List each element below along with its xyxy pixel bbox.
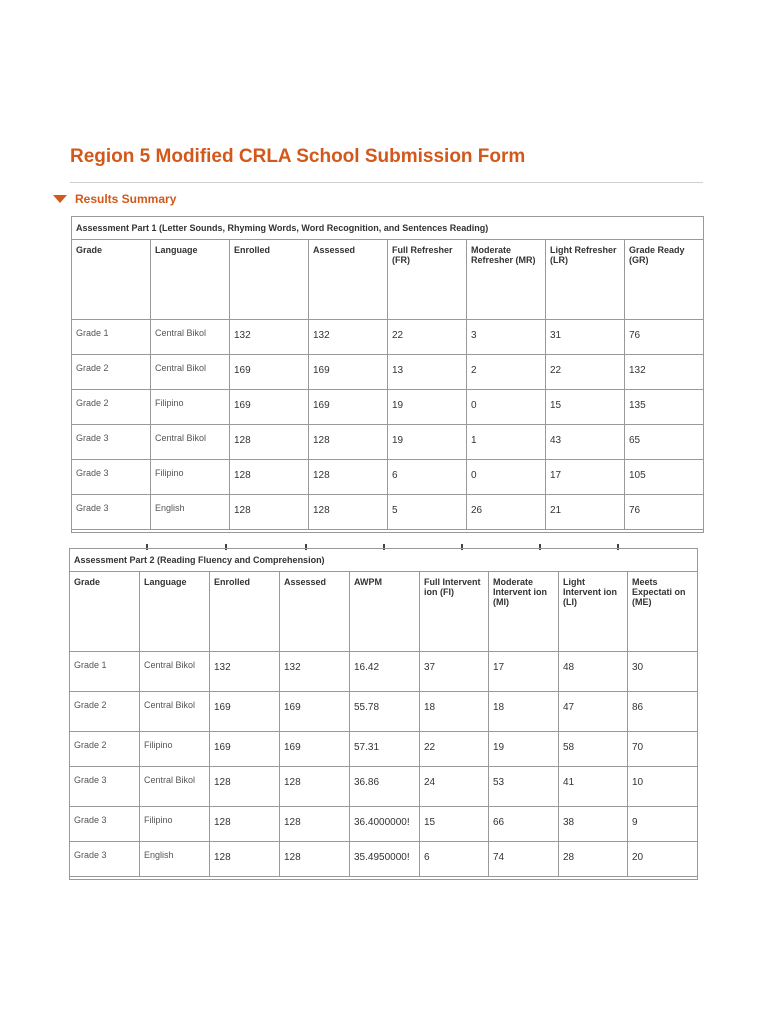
value-cell: 15 (546, 390, 625, 425)
value-cell: 132 (625, 355, 704, 390)
value-cell: 19 (489, 732, 559, 767)
grade-cell: Grade 3 (70, 767, 140, 807)
table-row (72, 320, 704, 355)
value-cell: 169 (210, 732, 280, 767)
column-header: Enrolled (230, 240, 309, 320)
value-cell: 128 (230, 495, 309, 530)
value-cell: 37 (420, 652, 489, 692)
value-cell: 6 (420, 842, 489, 877)
value-cell: 58 (559, 732, 628, 767)
value-cell: 76 (625, 495, 704, 530)
value-cell: 128 (309, 460, 388, 495)
value-cell: 0 (467, 460, 546, 495)
column-header: Assessed (280, 572, 350, 652)
table-row (72, 425, 704, 460)
value-cell: 19 (388, 425, 467, 460)
part2-header-row (70, 572, 698, 652)
table-row (70, 732, 698, 767)
value-cell: 169 (280, 692, 350, 732)
grade-cell: Grade 2 (72, 355, 151, 390)
assessment-part2-table (69, 548, 698, 880)
value-cell: 5 (388, 495, 467, 530)
value-cell: 57.31 (350, 732, 420, 767)
grade-cell: Grade 3 (70, 842, 140, 877)
value-cell: 9 (628, 807, 698, 842)
value-cell: 22 (388, 320, 467, 355)
table-row (70, 807, 698, 842)
value-cell: 31 (546, 320, 625, 355)
part2-caption: Assessment Part 2 (Reading Fluency and Comprehension) (70, 549, 698, 572)
grade-cell: Grade 2 (70, 692, 140, 732)
language-cell: Filipino (151, 460, 230, 495)
language-cell: English (151, 495, 230, 530)
value-cell: 128 (309, 425, 388, 460)
grade-cell: Grade 1 (72, 320, 151, 355)
results-summary-toggle[interactable] (53, 192, 176, 206)
column-header: Light Intervent ion (LI) (559, 572, 628, 652)
value-cell: 169 (230, 390, 309, 425)
column-header: AWPM (350, 572, 420, 652)
table-row (72, 495, 704, 530)
value-cell: 17 (546, 460, 625, 495)
value-cell: 128 (210, 767, 280, 807)
table-row (72, 390, 704, 425)
value-cell: 1 (467, 425, 546, 460)
column-header: Moderate Refresher (MR) (467, 240, 546, 320)
grade-cell: Grade 2 (72, 390, 151, 425)
value-cell: 128 (210, 807, 280, 842)
title-divider (70, 182, 703, 183)
value-cell: 30 (628, 652, 698, 692)
value-cell: 128 (309, 495, 388, 530)
value-cell: 20 (628, 842, 698, 877)
value-cell: 13 (388, 355, 467, 390)
grade-cell: Grade 3 (70, 807, 140, 842)
value-cell: 18 (420, 692, 489, 732)
column-header: Language (140, 572, 210, 652)
table-row (70, 692, 698, 732)
table-row (72, 460, 704, 495)
value-cell: 26 (467, 495, 546, 530)
value-cell: 22 (546, 355, 625, 390)
value-cell: 22 (420, 732, 489, 767)
value-cell: 21 (546, 495, 625, 530)
language-cell: Filipino (140, 807, 210, 842)
value-cell: 0 (467, 390, 546, 425)
column-header: Meets Expectati on (ME) (628, 572, 698, 652)
triangle-down-icon (53, 195, 67, 203)
grade-cell: Grade 3 (72, 460, 151, 495)
column-header: Light Refresher (LR) (546, 240, 625, 320)
value-cell: 18 (489, 692, 559, 732)
value-cell: 135 (625, 390, 704, 425)
value-cell: 19 (388, 390, 467, 425)
column-header: Full Intervent ion (FI) (420, 572, 489, 652)
value-cell: 86 (628, 692, 698, 732)
table-footer-spacer (72, 530, 704, 533)
value-cell: 41 (559, 767, 628, 807)
value-cell: 132 (210, 652, 280, 692)
column-header: Enrolled (210, 572, 280, 652)
column-header: Language (151, 240, 230, 320)
table-row (70, 842, 698, 877)
value-cell: 55.78 (350, 692, 420, 732)
value-cell: 6 (388, 460, 467, 495)
language-cell: Central Bikol (140, 652, 210, 692)
value-cell: 16.42 (350, 652, 420, 692)
value-cell: 24 (420, 767, 489, 807)
value-cell: 35.4950000! (350, 842, 420, 877)
page-title: Region 5 Modified CRLA School Submission Form (70, 146, 526, 167)
table-row (70, 652, 698, 692)
value-cell: 28 (559, 842, 628, 877)
value-cell: 2 (467, 355, 546, 390)
value-cell: 169 (210, 692, 280, 732)
value-cell: 15 (420, 807, 489, 842)
language-cell: Central Bikol (151, 355, 230, 390)
part1-body (72, 320, 704, 530)
value-cell: 169 (230, 355, 309, 390)
grade-cell: Grade 1 (70, 652, 140, 692)
language-cell: Central Bikol (140, 692, 210, 732)
value-cell: 36.4000000! (350, 807, 420, 842)
value-cell: 128 (230, 425, 309, 460)
value-cell: 38 (559, 807, 628, 842)
value-cell: 53 (489, 767, 559, 807)
assessment-part1-table (71, 216, 704, 533)
value-cell: 36.86 (350, 767, 420, 807)
value-cell: 47 (559, 692, 628, 732)
part1-header-row (72, 240, 704, 320)
value-cell: 76 (625, 320, 704, 355)
section-label: Results Summary (75, 192, 177, 206)
value-cell: 128 (280, 842, 350, 877)
value-cell: 128 (280, 767, 350, 807)
language-cell: Filipino (140, 732, 210, 767)
table-row (72, 355, 704, 390)
column-header: Full Refresher (FR) (388, 240, 467, 320)
column-header: Grade Ready (GR) (625, 240, 704, 320)
value-cell: 66 (489, 807, 559, 842)
value-cell: 169 (309, 390, 388, 425)
value-cell: 70 (628, 732, 698, 767)
language-cell: English (140, 842, 210, 877)
column-header: Moderate Intervent ion (MI) (489, 572, 559, 652)
value-cell: 128 (210, 842, 280, 877)
value-cell: 3 (467, 320, 546, 355)
value-cell: 65 (625, 425, 704, 460)
value-cell: 10 (628, 767, 698, 807)
table-row (70, 767, 698, 807)
value-cell: 132 (230, 320, 309, 355)
grade-cell: Grade 3 (72, 425, 151, 460)
column-header: Assessed (309, 240, 388, 320)
value-cell: 48 (559, 652, 628, 692)
value-cell: 132 (309, 320, 388, 355)
value-cell: 74 (489, 842, 559, 877)
part1-caption: Assessment Part 1 (Letter Sounds, Rhyming Words, Word Recognition, and Sentences Reading) (72, 217, 704, 240)
column-header: Grade (70, 572, 140, 652)
value-cell: 169 (309, 355, 388, 390)
column-header: Grade (72, 240, 151, 320)
value-cell: 128 (230, 460, 309, 495)
value-cell: 43 (546, 425, 625, 460)
table-footer-spacer (70, 877, 698, 880)
grade-cell: Grade 2 (70, 732, 140, 767)
language-cell: Central Bikol (140, 767, 210, 807)
value-cell: 169 (280, 732, 350, 767)
value-cell: 132 (280, 652, 350, 692)
language-cell: Central Bikol (151, 425, 230, 460)
value-cell: 105 (625, 460, 704, 495)
language-cell: Filipino (151, 390, 230, 425)
language-cell: Central Bikol (151, 320, 230, 355)
grade-cell: Grade 3 (72, 495, 151, 530)
value-cell: 128 (280, 807, 350, 842)
part2-body (70, 652, 698, 877)
value-cell: 17 (489, 652, 559, 692)
